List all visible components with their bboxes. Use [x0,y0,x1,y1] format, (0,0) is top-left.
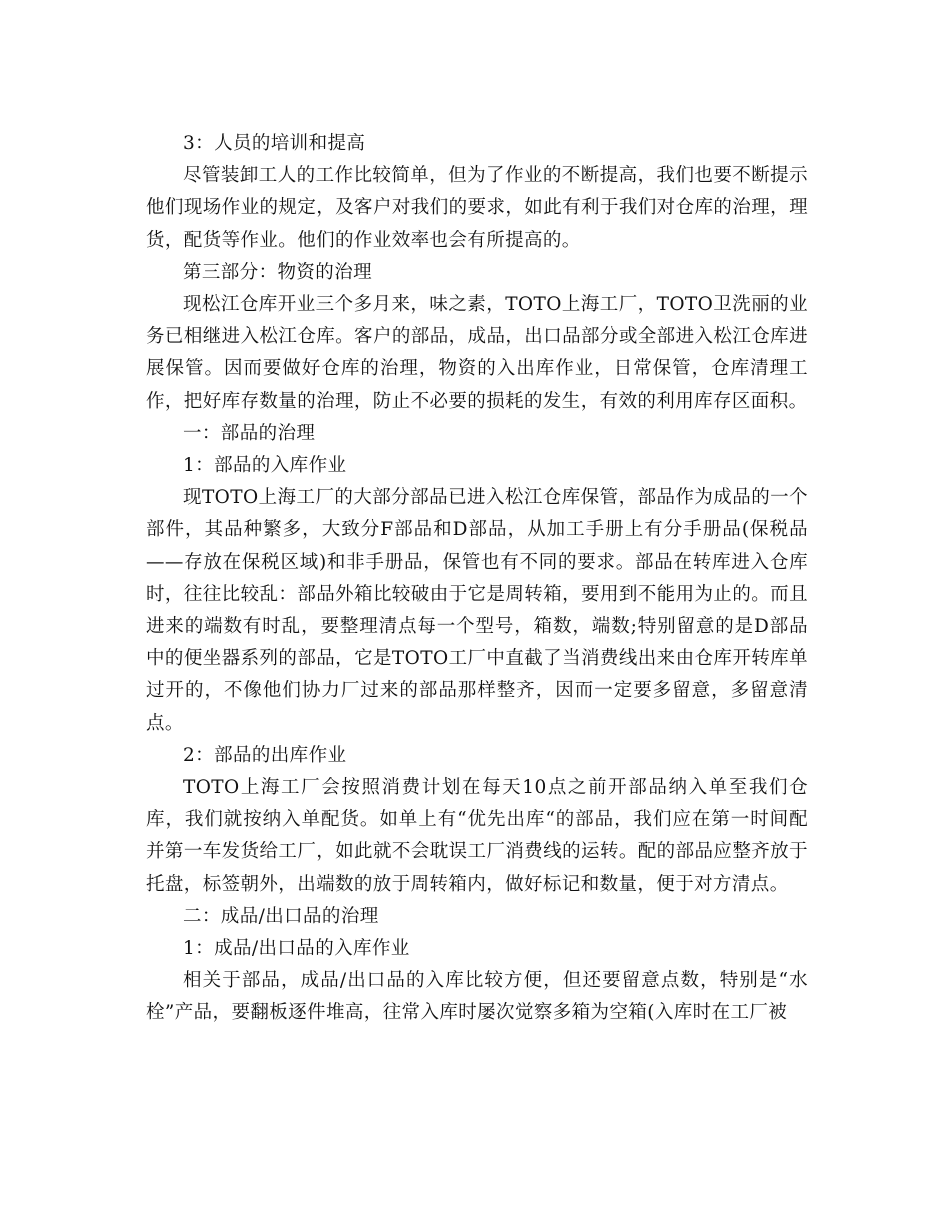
section-heading-products: 二：成品/出口品的治理 [183,905,379,927]
paragraph-materials-intro: 现松江仓库开业三个多月来，味之素，TOTO上海工厂，TOTO卫洗丽的业务已相继进入松江仓库。客户的部品，成品，出口品部分或全部进入松江仓库进展保管。因而要做好仓库的治理，物资的入出库作业，日常保管，仓库清理工作，把好库存数量的治理，防止不必要的损耗的发生，有效的利用库存区面积。 [146,294,808,412]
section-heading-parts: 一：部品的治理 [183,422,316,444]
section-heading-training: 3：人员的培训和提高 [183,133,366,154]
part-three-heading: 第三部分：物资的治理 [183,261,373,283]
subsection-heading-parts-inbound: 1：部品的入库作业 [183,455,347,477]
subsection-heading-parts-outbound: 2：部品的出库作业 [183,744,347,766]
paragraph-products-inbound: 相关于部品，成品/出口品的入库比较方便，但还要留意点数，特别是“水栓”产品，要翻板逐件堆高，往常入库时屡次觉察多箱为空箱(入库时在工厂被 [146,970,808,1024]
paragraph-training: 尽管装卸工人的工作比较简单，但为了作业的不断提高，我们也要不断提示他们现场作业的规定，及客户对我们的要求，如此有利于我们对仓库的治理，理货，配货等作业。他们的作业效率也会有所提高的。 [146,165,808,251]
subsection-heading-products-inbound: 1：成品/出口品的入库作业 [183,938,410,960]
document-body [146,128,808,1030]
paragraph-parts-outbound: TOTO上海工厂会按照消费计划在每天10点之前开部品纳入单至我们仓库，我们就按纳入单配货。如单上有“优先出库“的部品，我们应在第一时间配并第一车发货给工厂，如此就不会耽误工厂消费线的运转。配的部品应整齐放于托盘，标签朝外，出端数的放于周转箱内，做好标记和数量，便于对方清点。 [146,777,808,895]
paragraph-parts-inbound: 现TOTO上海工厂的大部分部品已进入松江仓库保管，部品作为成品的一个部件，其品种繁多，大致分F部品和D部品，从加工手册上有分手册品(保税品——存放在保税区域)和非手册品，保管也有不同的要求。部品在转库进入仓库时，往往比较乱：部品外箱比较破由于它是周转箱，要用到不能用为止的。而且进来的端数有时乱，要整理清点每一个型号，箱数，端数;特别留意的是D部品中的便坐器系列的部品，它是TOTO工厂中直截了当消费线出来由仓库开转库单过开的，不像他们协力厂过来的部品那样整齐，因而一定要多留意，多留意清点。 [146,487,808,734]
